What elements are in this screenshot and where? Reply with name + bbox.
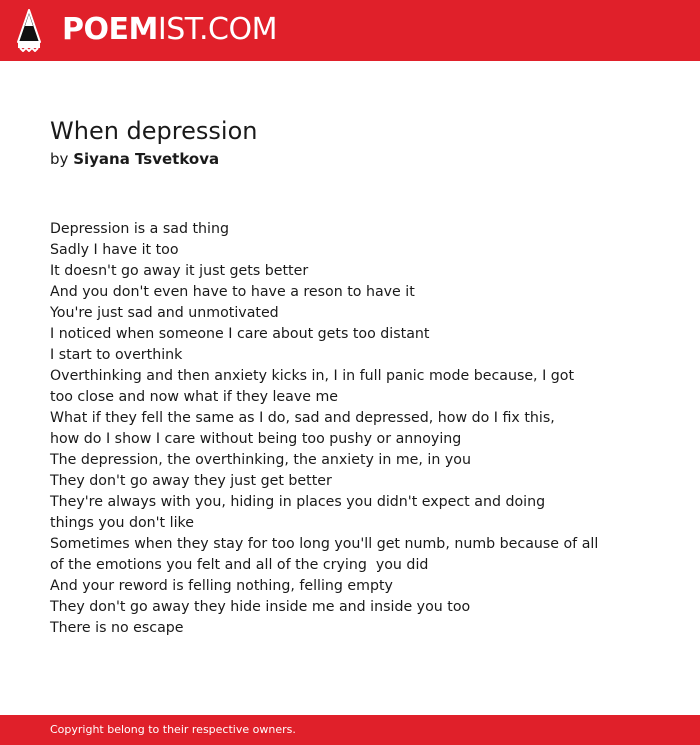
logo-bold-text: POEM [62, 12, 158, 47]
poem-line: And your reword is felling nothing, felling empty [50, 578, 393, 594]
poem-line: It doesn't go away it just gets better [50, 263, 309, 279]
copyright-text: Copyright belong to their respective owners. [50, 723, 296, 736]
site-logo[interactable] [16, 8, 277, 52]
logo-wordmark [62, 8, 277, 52]
poem-line: They're always with you, hiding in places you didn't expect and doing [50, 494, 546, 510]
poem-line: how do I show I care without being too pushy or annoying [50, 431, 462, 447]
poem-line: Overthinking and then anxiety kicks in, I in full panic mode because, I got [50, 368, 575, 384]
poem-line: things you don't like [50, 515, 194, 531]
poem-line: I noticed when someone I care about gets too distant [50, 326, 430, 342]
poem-line: They don't go away they hide inside me and inside you too [50, 599, 471, 615]
poem-author: Siyana Tsvetkova [73, 150, 220, 168]
pencil-tip-icon [16, 8, 42, 52]
site-header [0, 0, 700, 61]
poem-byline [50, 149, 219, 169]
site-footer [0, 715, 700, 745]
logo-light-text: IST.COM [157, 12, 277, 47]
poem-line: And you don't even have to have a reson to have it [50, 284, 415, 300]
poem-body [50, 219, 660, 639]
poem-line: What if they fell the same as I do, sad and depressed, how do I fix this, [50, 410, 555, 426]
poem-line: You're just sad and unmotivated [50, 305, 279, 321]
poem-line: Depression is a sad thing [50, 221, 229, 237]
poem-line: too close and now what if they leave me [50, 389, 339, 405]
poem-line: The depression, the overthinking, the anxiety in me, in you [50, 452, 471, 468]
poem-line: There is no escape [50, 620, 184, 636]
poem-line: I start to overthink [50, 347, 183, 363]
poem-title: When depression [50, 117, 258, 145]
poem-line: Sometimes when they stay for too long you'll get numb, numb because of all [50, 536, 599, 552]
poem-line: Sadly I have it too [50, 242, 179, 258]
poem-line: They don't go away they just get better [50, 473, 332, 489]
poem-line: of the emotions you felt and all of the crying you did [50, 557, 429, 573]
byline-label: by [50, 150, 69, 168]
